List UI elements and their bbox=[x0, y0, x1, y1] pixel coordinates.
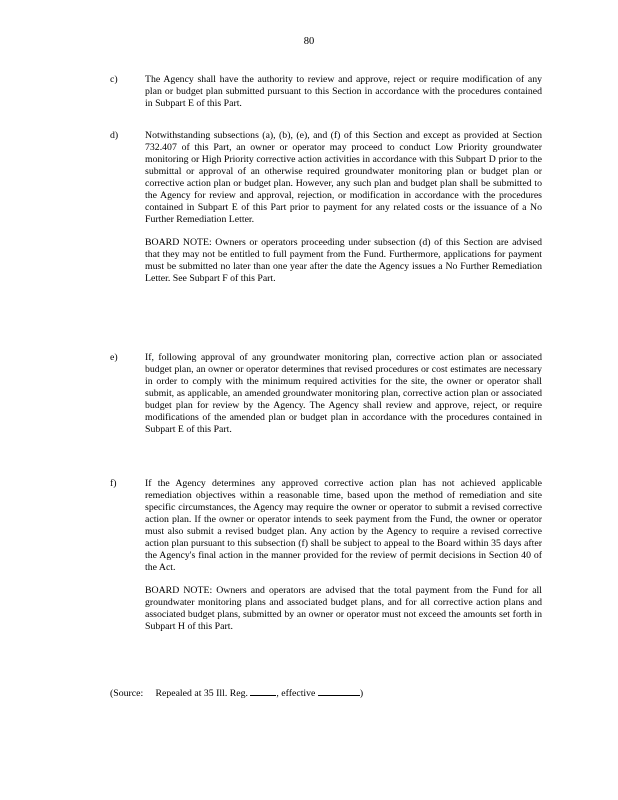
subsection-label: d) bbox=[110, 130, 119, 141]
subsection-paragraph: Notwithstanding subsections (a), (b), (e), and (f) of this Section and except as provided at Section 732.407 of this Part, an owner or operator may proceed to conduct Low Priority groundwater monitoring or High Priority corrective action activities in accordance with this Subpart D prior to the submittal or approval of an otherwise required groundwater monitoring plan or budget plan or corrective action plan or budget plan. However, any such plan and budget plan shall be submitted to the Agency for review and approval, rejection, or modification in accordance with the procedures contained in Subpart E of this Part prior to payment for any related costs or the issuance of a No Further Remediation Letter. bbox=[145, 130, 542, 225]
source-prefix: (Source: bbox=[110, 688, 144, 699]
board-note: BOARD NOTE: Owners and operators are advised that the total payment from the Fund for all groundwater monitoring plans and associated budget plans, and for all corrective action plans and associated budget plans, submitted by an owner or operator must not exceed the amounts set forth in Subpart H of this Part. bbox=[145, 585, 542, 632]
subsection-paragraph: The Agency shall have the authority to review and approve, reject or require modification of any plan or budget plan submitted pursuant to this Section in accordance with the procedures contained in Subpart E of this Part. bbox=[145, 74, 542, 109]
register-blank bbox=[250, 685, 276, 696]
subsection-body bbox=[145, 130, 542, 285]
subsection-label: c) bbox=[110, 74, 118, 85]
subsection-label: e) bbox=[110, 352, 118, 363]
subsection-body bbox=[145, 74, 542, 110]
source-note bbox=[110, 685, 530, 700]
subsection-paragraph: If, following approval of any groundwater monitoring plan, corrective action plan or associated budget plan, an owner or operator determines that revised procedures or cost estimates are necessary in order to comply with the minimum required activities for the site, the owner or operator shall submit, as applicable, an amended groundwater monitoring plan, corrective action plan or associated budget plan for review by the Agency. The Agency shall review and approve, reject, or require modifications of the amended plan or budget plan in accordance with the procedures contained in Subpart E of this Part. bbox=[145, 352, 542, 435]
board-note: BOARD NOTE: Owners or operators proceeding under subsection (d) of this Section are advised that they may not be entitled to full payment from the Fund. Furthermore, applications for payment must be submitted no later than one year after the date the Agency issues a No Further Remediation Letter. See Subpart F of this Part. bbox=[145, 237, 542, 284]
source-effective: , effective bbox=[276, 688, 316, 699]
subsection-paragraph: If the Agency determines any approved corrective action plan has not achieved applicable remediation objectives within a reasonable time, based upon the method of remediation and site specific circumstances, the Agency may require the owner or operator to submit a revised corrective action plan. If the owner or operator intends to seek payment from the Fund, the owner or operator must also submit a revised budget plan. Any action by the Agency to require a revised corrective action plan pursuant to this subsection (f) shall be subject to appeal to the Board within 35 days after the Agency's final action in the manner provided for the review of permit decisions in Section 40 of the Act. bbox=[145, 478, 542, 573]
effective-date-blank bbox=[318, 685, 360, 696]
source-text: Repealed at 35 Ill. Reg. bbox=[155, 688, 248, 699]
subsection-body bbox=[145, 478, 542, 633]
source-close: ) bbox=[359, 688, 364, 699]
page-number: 80 bbox=[303, 36, 315, 47]
subsection-body bbox=[145, 352, 542, 436]
subsection-label: f) bbox=[110, 478, 117, 489]
